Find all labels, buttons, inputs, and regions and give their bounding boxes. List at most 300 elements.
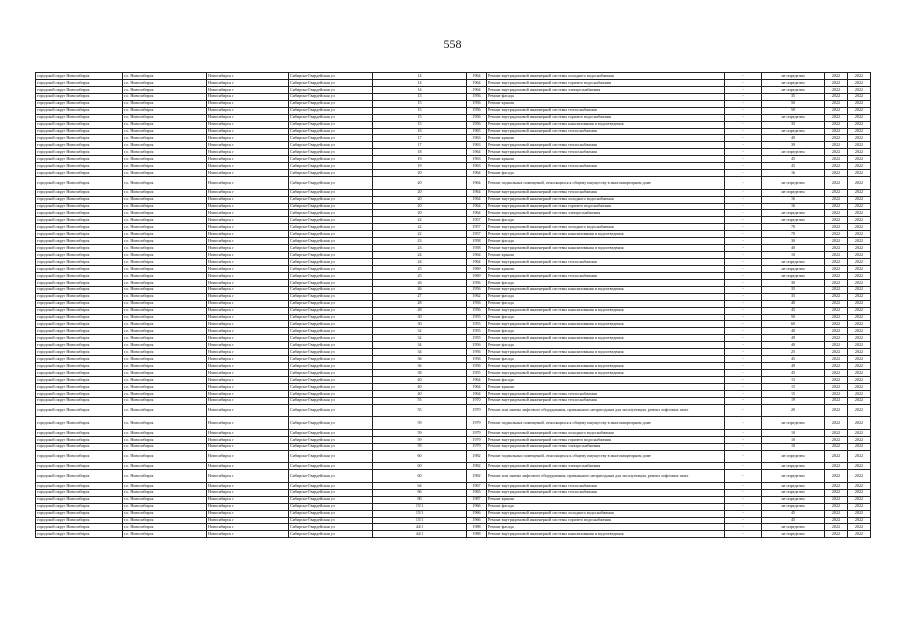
- work-type-cell: Ремонт внутридомовой инженерной системы теплоснабжения: [487, 149, 725, 156]
- work-type-cell: Ремонт внутридомовой инженерной системы холодного водоснабжения: [487, 196, 725, 203]
- house-number-cell: 17: [373, 135, 467, 142]
- municipality-cell: городской округ Новосибирск: [36, 363, 123, 370]
- year-cell: 1982: [467, 463, 487, 470]
- house-number-cell: 20: [373, 210, 467, 217]
- street-cell: Сибирско-Гвардейская ул: [289, 196, 373, 203]
- street-cell: Сибирско-Гвардейская ул: [289, 286, 373, 293]
- year-cell: 1966: [467, 517, 487, 524]
- municipality-cell: городской округ Новосибирск: [36, 356, 123, 363]
- year-cell: 1964: [467, 383, 487, 390]
- year-cell: 1964: [467, 189, 487, 196]
- house-number-cell: 60: [373, 470, 467, 483]
- street-cell: Сибирско-Гвардейская ул: [289, 335, 373, 342]
- volume-cell: 50: [762, 314, 825, 321]
- year-start-cell: 2022: [825, 142, 848, 149]
- year-end-cell: 2022: [848, 335, 871, 342]
- city-cell: Новосибирск г: [207, 293, 289, 300]
- house-number-cell: 22: [373, 224, 467, 231]
- work-type-cell: Ремонт внутридомовой инженерной системы электроснабжения: [487, 443, 725, 450]
- year-start-cell: 2022: [825, 463, 848, 470]
- year-end-cell: 2022: [848, 210, 871, 217]
- municipality-cell: городской округ Новосибирск: [36, 73, 123, 80]
- city-cell: Новосибирск г: [207, 93, 289, 100]
- dash-cell: -: [725, 450, 762, 463]
- year-cell: 1979: [467, 436, 487, 443]
- house-number-cell: 23: [373, 245, 467, 252]
- district-cell: г.о. Новосибирск: [123, 189, 207, 196]
- table-row: [36, 417, 871, 430]
- dash-cell: -: [725, 245, 762, 252]
- volume-cell: не определен: [762, 79, 825, 86]
- volume-cell: 16: [762, 170, 825, 177]
- work-type-cell: Ремонт или замена лифтового оборудования, признанного непригодным для эксплуатации, ремонт лифтовых шахт: [487, 404, 725, 417]
- year-start-cell: 2022: [825, 470, 848, 483]
- year-start-cell: 2022: [825, 496, 848, 503]
- table-row: [36, 370, 871, 377]
- district-cell: г.о. Новосибирск: [123, 370, 207, 377]
- work-type-cell: Ремонт внутридомовой инженерной системы канализования и водоотведения: [487, 363, 725, 370]
- city-cell: Новосибирск г: [207, 79, 289, 86]
- house-number-cell: 22: [373, 217, 467, 224]
- volume-cell: 35: [762, 93, 825, 100]
- work-type-cell: Ремонт крыши: [487, 496, 725, 503]
- district-cell: г.о. Новосибирск: [123, 196, 207, 203]
- year-end-cell: 2022: [848, 142, 871, 149]
- work-type-cell: Ремонт внутридомовой инженерной системы холодного водоснабжения: [487, 429, 725, 436]
- house-number-cell: 15: [373, 100, 467, 107]
- year-cell: 1956: [467, 114, 487, 121]
- district-cell: г.о. Новосибирск: [123, 524, 207, 531]
- work-type-cell: Ремонт внутридомовой инженерной системы теплоснабжения: [487, 482, 725, 489]
- municipality-cell: городской округ Новосибирск: [36, 390, 123, 397]
- house-number-cell: 15: [373, 93, 467, 100]
- year-start-cell: 2022: [825, 149, 848, 156]
- dash-cell: -: [725, 224, 762, 231]
- house-number-cell: 64: [373, 482, 467, 489]
- dash-cell: -: [725, 265, 762, 272]
- street-cell: Сибирско-Гвардейская ул: [289, 300, 373, 307]
- city-cell: Новосибирск г: [207, 156, 289, 163]
- work-type-cell: Ремонт внутридомовой инженерной системы канализования и водоотведения: [487, 286, 725, 293]
- year-cell: 1964: [467, 177, 487, 190]
- house-number-cell: 59: [373, 417, 467, 430]
- street-cell: Сибирско-Гвардейская ул: [289, 142, 373, 149]
- year-end-cell: 2022: [848, 252, 871, 259]
- district-cell: г.о. Новосибирск: [123, 404, 207, 417]
- house-number-cell: 26: [373, 286, 467, 293]
- district-cell: г.о. Новосибирск: [123, 463, 207, 470]
- year-start-cell: 2022: [825, 436, 848, 443]
- work-type-cell: Ремонт крыши: [487, 265, 725, 272]
- year-cell: 1979: [467, 443, 487, 450]
- year-cell: 1957: [467, 217, 487, 224]
- year-cell: 1967: [467, 482, 487, 489]
- municipality-cell: городской округ Новосибирск: [36, 196, 123, 203]
- year-start-cell: 2022: [825, 517, 848, 524]
- district-cell: г.о. Новосибирск: [123, 203, 207, 210]
- year-start-cell: 2022: [825, 196, 848, 203]
- year-cell: 1970: [467, 404, 487, 417]
- street-cell: Сибирско-Гвардейская ул: [289, 121, 373, 128]
- district-cell: г.о. Новосибирск: [123, 417, 207, 430]
- street-cell: Сибирско-Гвардейская ул: [289, 245, 373, 252]
- work-type-cell: Ремонт крыши: [487, 156, 725, 163]
- municipality-cell: городской округ Новосибирск: [36, 217, 123, 224]
- table-row: [36, 238, 871, 245]
- municipality-cell: городской округ Новосибирск: [36, 170, 123, 177]
- dash-cell: -: [725, 196, 762, 203]
- year-cell: 1957: [467, 224, 487, 231]
- municipality-cell: городской округ Новосибирск: [36, 252, 123, 259]
- city-cell: Новосибирск г: [207, 114, 289, 121]
- year-end-cell: 2022: [848, 321, 871, 328]
- year-start-cell: 2022: [825, 293, 848, 300]
- year-end-cell: 2022: [848, 496, 871, 503]
- street-cell: Сибирско-Гвардейская ул: [289, 524, 373, 531]
- municipality-cell: городской округ Новосибирск: [36, 203, 123, 210]
- work-type-cell: Ремонт фасада: [487, 503, 725, 510]
- house-number-cell: 15: [373, 121, 467, 128]
- table-row: [36, 156, 871, 163]
- year-start-cell: 2022: [825, 356, 848, 363]
- work-type-cell: Ремонт внутридомовой инженерной системы холодного водоснабжения: [487, 73, 725, 80]
- city-cell: Новосибирск г: [207, 429, 289, 436]
- year-start-cell: 2022: [825, 93, 848, 100]
- year-start-cell: 2022: [825, 349, 848, 356]
- volume-cell: 15: [762, 383, 825, 390]
- year-end-cell: 2022: [848, 279, 871, 286]
- volume-cell: 40: [762, 328, 825, 335]
- table-row: [36, 279, 871, 286]
- house-number-cell: 44/1: [373, 531, 467, 538]
- year-end-cell: 2022: [848, 177, 871, 190]
- municipality-cell: городской округ Новосибирск: [36, 482, 123, 489]
- table-row: [36, 531, 871, 538]
- city-cell: Новосибирск г: [207, 342, 289, 349]
- district-cell: г.о. Новосибирск: [123, 121, 207, 128]
- volume-cell: 50: [762, 107, 825, 114]
- year-end-cell: 2022: [848, 100, 871, 107]
- city-cell: Новосибирск г: [207, 163, 289, 170]
- year-start-cell: 2022: [825, 177, 848, 190]
- year-cell: 1956: [467, 93, 487, 100]
- district-cell: г.о. Новосибирск: [123, 279, 207, 286]
- year-cell: 1979: [467, 429, 487, 436]
- house-number-cell: 16: [373, 128, 467, 135]
- district-cell: г.о. Новосибирск: [123, 135, 207, 142]
- year-end-cell: 2022: [848, 517, 871, 524]
- house-number-cell: 15: [373, 114, 467, 121]
- dash-cell: -: [725, 510, 762, 517]
- year-end-cell: 2022: [848, 390, 871, 397]
- street-cell: Сибирско-Гвардейская ул: [289, 417, 373, 430]
- volume-cell: не определен: [762, 496, 825, 503]
- street-cell: Сибирско-Гвардейская ул: [289, 397, 373, 404]
- municipality-cell: городской округ Новосибирск: [36, 397, 123, 404]
- district-cell: г.о. Новосибирск: [123, 114, 207, 121]
- city-cell: Новосибирск г: [207, 314, 289, 321]
- table-row: [36, 342, 871, 349]
- work-type-cell: Ремонт внутридомовой инженерной системы канализования и водоотведения: [487, 531, 725, 538]
- year-cell: 1964: [467, 210, 487, 217]
- dash-cell: -: [725, 128, 762, 135]
- year-end-cell: 2022: [848, 189, 871, 196]
- volume-cell: 50: [762, 100, 825, 107]
- city-cell: Новосибирск г: [207, 517, 289, 524]
- table-row: [36, 314, 871, 321]
- year-start-cell: 2022: [825, 73, 848, 80]
- dash-cell: -: [725, 300, 762, 307]
- year-start-cell: 2022: [825, 272, 848, 279]
- work-type-cell: Ремонт фасада: [487, 300, 725, 307]
- work-type-cell: Ремонт подвальных помещений, относящихся к общему имуществу в многоквартирном доме: [487, 417, 725, 430]
- house-number-cell: 32: [373, 328, 467, 335]
- year-end-cell: 2022: [848, 363, 871, 370]
- street-cell: Сибирско-Гвардейская ул: [289, 231, 373, 238]
- year-end-cell: 2022: [848, 156, 871, 163]
- city-cell: Новосибирск г: [207, 107, 289, 114]
- house-number-cell: 59: [373, 429, 467, 436]
- district-cell: г.о. Новосибирск: [123, 293, 207, 300]
- house-number-cell: 27: [373, 293, 467, 300]
- volume-cell: 45: [762, 517, 825, 524]
- year-end-cell: 2022: [848, 86, 871, 93]
- municipality-cell: городской округ Новосибирск: [36, 503, 123, 510]
- district-cell: г.о. Новосибирск: [123, 450, 207, 463]
- municipality-cell: городской округ Новосибирск: [36, 517, 123, 524]
- district-cell: г.о. Новосибирск: [123, 149, 207, 156]
- year-start-cell: 2022: [825, 342, 848, 349]
- district-cell: г.о. Новосибирск: [123, 436, 207, 443]
- municipality-cell: городской округ Новосибирск: [36, 149, 123, 156]
- city-cell: Новосибирск г: [207, 397, 289, 404]
- city-cell: Новосибирск г: [207, 321, 289, 328]
- district-cell: г.о. Новосибирск: [123, 238, 207, 245]
- dash-cell: -: [725, 203, 762, 210]
- table-row: [36, 135, 871, 142]
- work-type-cell: Ремонт внутридомовой инженерной системы канализования и водоотведения: [487, 245, 725, 252]
- year-end-cell: 2022: [848, 482, 871, 489]
- volume-cell: 20: [762, 404, 825, 417]
- municipality-cell: городской округ Новосибирск: [36, 531, 123, 538]
- house-number-cell: 34: [373, 349, 467, 356]
- work-type-cell: Ремонт внутридомовой инженерной системы канализования и водоотведения: [487, 335, 725, 342]
- municipality-cell: городской округ Новосибирск: [36, 342, 123, 349]
- year-cell: 1964: [467, 79, 487, 86]
- year-end-cell: 2022: [848, 314, 871, 321]
- house-number-cell: 24: [373, 259, 467, 266]
- street-cell: Сибирско-Гвардейская ул: [289, 314, 373, 321]
- dash-cell: -: [725, 86, 762, 93]
- dash-cell: -: [725, 496, 762, 503]
- district-cell: г.о. Новосибирск: [123, 314, 207, 321]
- dash-cell: -: [725, 259, 762, 266]
- municipality-cell: городской округ Новосибирск: [36, 286, 123, 293]
- house-number-cell: 80: [373, 496, 467, 503]
- volume-cell: 19: [762, 397, 825, 404]
- city-cell: Новосибирск г: [207, 328, 289, 335]
- volume-cell: не определен: [762, 503, 825, 510]
- municipality-cell: городской округ Новосибирск: [36, 436, 123, 443]
- street-cell: Сибирско-Гвардейская ул: [289, 349, 373, 356]
- municipality-cell: городской округ Новосибирск: [36, 376, 123, 383]
- work-type-cell: Ремонт внутридомовой инженерной системы теплоснабжения: [487, 128, 725, 135]
- year-end-cell: 2022: [848, 114, 871, 121]
- work-type-cell: Ремонт внутридомовой инженерной системы теплоснабжения: [487, 107, 725, 114]
- district-cell: г.о. Новосибирск: [123, 128, 207, 135]
- municipality-cell: городской округ Новосибирск: [36, 245, 123, 252]
- year-end-cell: 2022: [848, 224, 871, 231]
- dash-cell: -: [725, 370, 762, 377]
- year-cell: 1964: [467, 149, 487, 156]
- page-number: 558: [443, 37, 462, 51]
- table-row: [36, 524, 871, 531]
- dash-cell: -: [725, 376, 762, 383]
- district-cell: г.о. Новосибирск: [123, 252, 207, 259]
- street-cell: Сибирско-Гвардейская ул: [289, 170, 373, 177]
- dash-cell: -: [725, 114, 762, 121]
- table-row: [36, 121, 871, 128]
- year-end-cell: 2022: [848, 417, 871, 430]
- city-cell: Новосибирск г: [207, 142, 289, 149]
- municipality-cell: городской округ Новосибирск: [36, 328, 123, 335]
- table-row: [36, 404, 871, 417]
- dash-cell: -: [725, 135, 762, 142]
- volume-cell: 45: [762, 156, 825, 163]
- district-cell: г.о. Новосибирск: [123, 342, 207, 349]
- municipality-cell: городской округ Новосибирск: [36, 463, 123, 470]
- house-number-cell: 55: [373, 397, 467, 404]
- dash-cell: -: [725, 429, 762, 436]
- district-cell: г.о. Новосибирск: [123, 259, 207, 266]
- city-cell: Новосибирск г: [207, 496, 289, 503]
- year-start-cell: 2022: [825, 443, 848, 450]
- table-row: [36, 196, 871, 203]
- table-row: [36, 376, 871, 383]
- house-number-cell: 17: [373, 142, 467, 149]
- work-type-cell: Ремонт внутридомовой инженерной системы теплоснабжения: [487, 259, 725, 266]
- municipality-cell: городской округ Новосибирск: [36, 189, 123, 196]
- city-cell: Новосибирск г: [207, 245, 289, 252]
- district-cell: г.о. Новосибирск: [123, 300, 207, 307]
- house-number-cell: 44/1: [373, 524, 467, 531]
- volume-cell: не определен: [762, 524, 825, 531]
- year-cell: 1982: [467, 470, 487, 483]
- city-cell: Новосибирск г: [207, 300, 289, 307]
- year-cell: 1964: [467, 203, 487, 210]
- dash-cell: -: [725, 252, 762, 259]
- street-cell: Сибирско-Гвардейская ул: [289, 100, 373, 107]
- volume-cell: 35: [762, 121, 825, 128]
- table-row: [36, 265, 871, 272]
- house-number-cell: 38: [373, 370, 467, 377]
- table-row: [36, 128, 871, 135]
- dash-cell: -: [725, 217, 762, 224]
- year-start-cell: 2022: [825, 245, 848, 252]
- year-cell: 1969: [467, 265, 487, 272]
- city-cell: Новосибирск г: [207, 307, 289, 314]
- year-cell: 1956: [467, 100, 487, 107]
- city-cell: Новосибирск г: [207, 390, 289, 397]
- city-cell: Новосибирск г: [207, 450, 289, 463]
- street-cell: Сибирско-Гвардейская ул: [289, 93, 373, 100]
- municipality-cell: городской округ Новосибирск: [36, 142, 123, 149]
- year-cell: 1979: [467, 417, 487, 430]
- municipality-cell: городской округ Новосибирск: [36, 231, 123, 238]
- table-row: [36, 189, 871, 196]
- district-cell: г.о. Новосибирск: [123, 272, 207, 279]
- year-start-cell: 2022: [825, 259, 848, 266]
- year-end-cell: 2022: [848, 450, 871, 463]
- municipality-cell: городской округ Новосибирск: [36, 450, 123, 463]
- dash-cell: -: [725, 314, 762, 321]
- volume-cell: не определен: [762, 73, 825, 80]
- district-cell: г.о. Новосибирск: [123, 349, 207, 356]
- district-cell: г.о. Новосибирск: [123, 217, 207, 224]
- year-start-cell: 2022: [825, 489, 848, 496]
- city-cell: Новосибирск г: [207, 272, 289, 279]
- municipality-cell: городской округ Новосибирск: [36, 383, 123, 390]
- volume-cell: не определен: [762, 531, 825, 538]
- year-start-cell: 2022: [825, 397, 848, 404]
- work-type-cell: Ремонт внутридомовой инженерной системы канализования и водоотведения: [487, 370, 725, 377]
- street-cell: Сибирско-Гвардейская ул: [289, 436, 373, 443]
- street-cell: Сибирско-Гвардейская ул: [289, 429, 373, 436]
- work-type-cell: Ремонт внутридомовой инженерной системы теплоснабжения: [487, 272, 725, 279]
- year-end-cell: 2022: [848, 135, 871, 142]
- volume-cell: 49: [762, 335, 825, 342]
- year-end-cell: 2022: [848, 196, 871, 203]
- year-start-cell: 2022: [825, 224, 848, 231]
- city-cell: Новосибирск г: [207, 135, 289, 142]
- year-end-cell: 2022: [848, 128, 871, 135]
- year-end-cell: 2022: [848, 429, 871, 436]
- volume-cell: 40: [762, 300, 825, 307]
- year-start-cell: 2022: [825, 335, 848, 342]
- city-cell: Новосибирск г: [207, 224, 289, 231]
- volume-cell: не определен: [762, 217, 825, 224]
- district-cell: г.о. Новосибирск: [123, 163, 207, 170]
- dash-cell: -: [725, 107, 762, 114]
- municipality-cell: городской округ Новосибирск: [36, 128, 123, 135]
- year-end-cell: 2022: [848, 503, 871, 510]
- municipality-cell: городской округ Новосибирск: [36, 300, 123, 307]
- city-cell: Новосибирск г: [207, 489, 289, 496]
- district-cell: г.о. Новосибирск: [123, 356, 207, 363]
- year-cell: 1965: [467, 489, 487, 496]
- work-type-cell: Ремонт фасада: [487, 238, 725, 245]
- year-end-cell: 2022: [848, 170, 871, 177]
- house-number-cell: 32: [373, 335, 467, 342]
- year-end-cell: 2022: [848, 163, 871, 170]
- house-number-cell: 36: [373, 363, 467, 370]
- municipality-cell: городской округ Новосибирск: [36, 279, 123, 286]
- city-cell: Новосибирск г: [207, 86, 289, 93]
- street-cell: Сибирско-Гвардейская ул: [289, 79, 373, 86]
- city-cell: Новосибирск г: [207, 279, 289, 286]
- municipality-cell: городской округ Новосибирск: [36, 489, 123, 496]
- work-type-cell: Ремонт внутридомовой инженерной системы теплоснабжения: [487, 142, 725, 149]
- volume-cell: 70: [762, 231, 825, 238]
- city-cell: Новосибирск г: [207, 463, 289, 470]
- table-row: [36, 470, 871, 483]
- table-row: [36, 293, 871, 300]
- year-end-cell: 2022: [848, 370, 871, 377]
- work-type-cell: Ремонт внутридомовой инженерной системы канализования и водоотведения: [487, 121, 725, 128]
- dash-cell: -: [725, 503, 762, 510]
- volume-cell: 10: [762, 436, 825, 443]
- district-cell: г.о. Новосибирск: [123, 170, 207, 177]
